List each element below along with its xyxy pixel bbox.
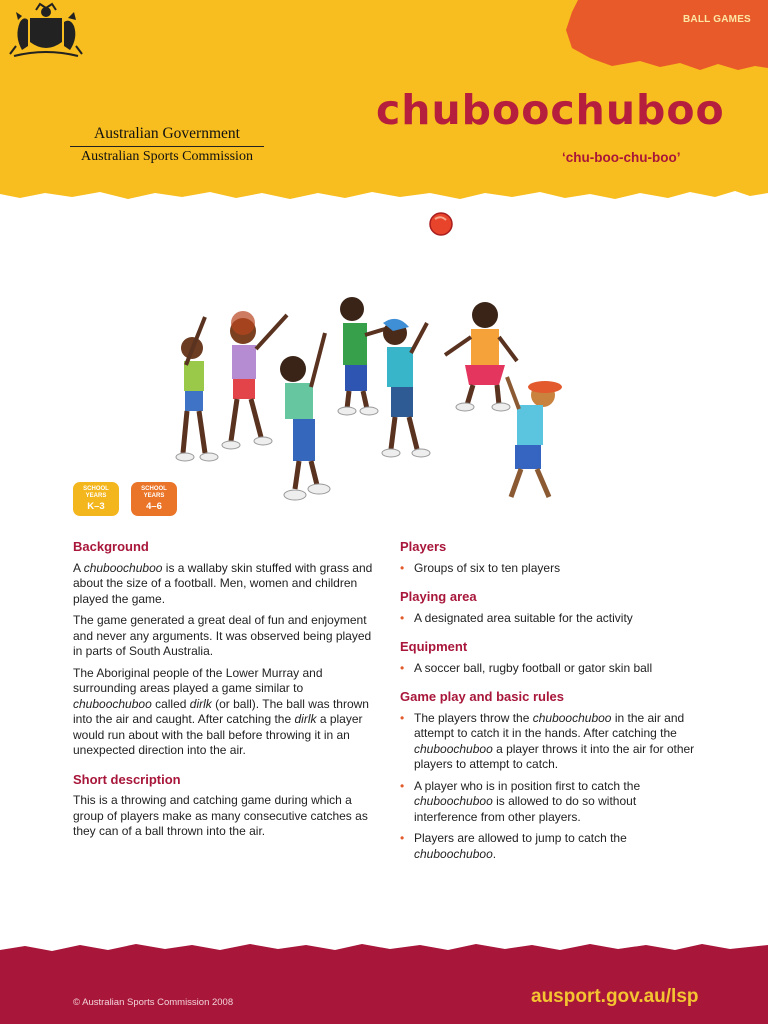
background-paragraph-2: The game generated a great deal of fun and enjoyment and never any arguments. It was observed being played in parts of South Australia. <box>73 613 372 658</box>
background-heading: Background <box>73 539 149 554</box>
copyright-text: © Australian Sports Commission 2008 <box>73 997 234 1008</box>
list-item: • The players throw the chuboochuboo in the air and attempt to catch it in the hands. After catching the chuboochuboo a player throws it into the air for other players to attempt to catch. <box>400 711 700 773</box>
divider <box>70 146 264 147</box>
header-band <box>0 0 768 215</box>
equipment-heading: Equipment <box>400 639 468 654</box>
children-playing-illustration <box>165 205 585 510</box>
list-item: • A designated area suitable for the activity <box>400 611 700 627</box>
page-title: chuboochuboo <box>376 86 725 134</box>
short-description-section <box>73 772 373 840</box>
school-years-badge-4-6 <box>131 482 177 516</box>
badge-label: SCHOOL YEARS <box>83 486 109 499</box>
list-item: • Groups of six to ten players <box>400 561 700 577</box>
right-column <box>400 539 700 875</box>
list-item: • A player who is in position first to catch the chuboochuboo is allowed to do so without interference from other players. <box>400 779 700 826</box>
pronunciation: ‘chu-boo-chu-boo’ <box>562 150 681 165</box>
list-item: • A soccer ball, rugby football or gator skin ball <box>400 661 700 677</box>
playing-area-section <box>400 589 700 626</box>
background-paragraph-1: A chuboochuboo is a wallaby skin stuffed with grass and about the size of a football. Men, women and children played the game. <box>73 560 373 606</box>
players-heading: Players <box>400 539 447 554</box>
footer-band <box>0 940 768 1024</box>
badge-years: K–3 <box>87 501 105 512</box>
rules-heading: Game play and basic rules <box>400 689 565 704</box>
footer-background <box>0 940 768 1024</box>
short-description-paragraph: This is a throwing and catching game during which a group of players make as many consecutive catches as they can of a ball thrown into the air. <box>73 793 368 838</box>
coat-of-arms-icon <box>0 0 92 60</box>
school-years-badge-k3 <box>73 482 119 516</box>
government-name: Australian Government <box>94 125 240 142</box>
badge-years: 4–6 <box>146 501 162 512</box>
rules-section <box>400 689 700 862</box>
section-tag: BALL GAMES <box>683 14 751 25</box>
playing-area-heading: Playing area <box>400 589 477 604</box>
badge-label: SCHOOL YEARS <box>141 486 167 499</box>
left-column <box>73 539 373 853</box>
players-section <box>400 539 700 576</box>
list-item: • Players are allowed to jump to catch the chuboochuboo. <box>400 831 700 862</box>
website-link[interactable]: ausport.gov.au/lsp <box>531 986 699 1007</box>
equipment-section <box>400 639 700 676</box>
background-section <box>73 539 373 759</box>
commission-name: Australian Sports Commission <box>81 149 253 164</box>
short-description-heading: Short description <box>73 771 181 787</box>
background-paragraph-3: The Aboriginal people of the Lower Murray and surrounding areas played a game similar to chuboochuboo called dirlk (or ball). The ball was thrown into the air and caught. After catching the dirlk a player would run about with the ball before throwing it in an unexpected direction into the air. <box>73 665 369 757</box>
